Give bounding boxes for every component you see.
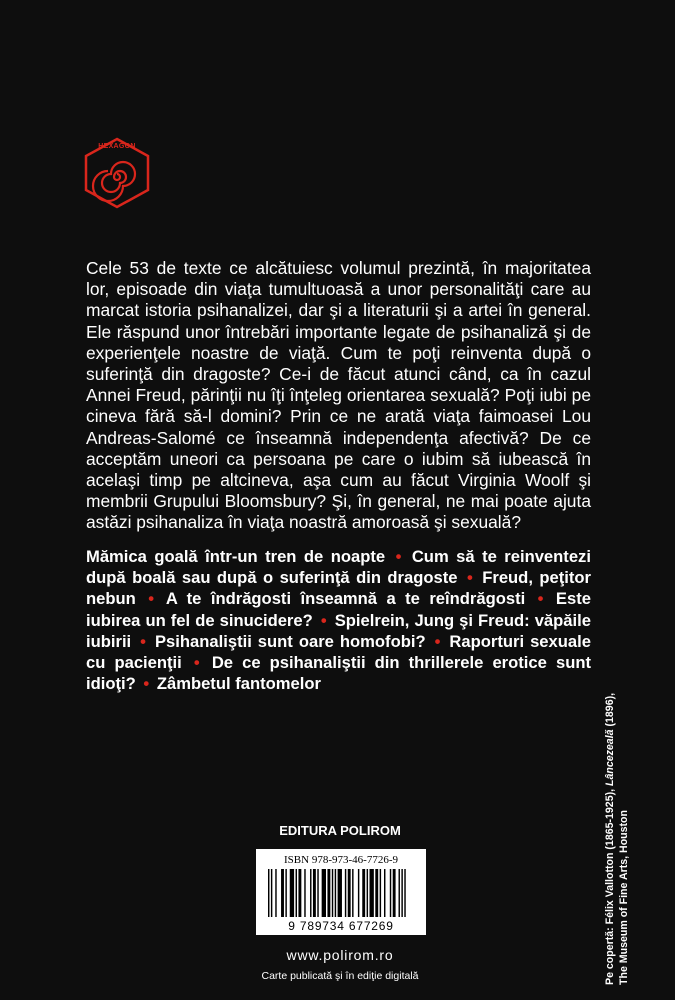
contents-list <box>86 546 591 694</box>
bullet-separator: • <box>148 589 155 609</box>
website-link[interactable]: www.polirom.ro <box>286 947 394 963</box>
barcode-digits: 9 789734 677269 <box>288 919 394 933</box>
credit-prefix: Pe copertă: Félix Vallotton (1865-1925), <box>604 786 616 985</box>
contents-item: Este iubirea un fel de sinucidere? <box>86 589 591 630</box>
contents-item: Raporturi sexuale cu pacienţii <box>86 631 591 673</box>
isbn-text: ISBN 978-973-46-7726-9 <box>284 854 398 866</box>
bullet-separator: • <box>140 631 146 651</box>
publisher-name: EDITURA POLIROM <box>279 823 401 838</box>
contents-item: Psihanaliştii sunt oare homofobi? <box>154 631 426 651</box>
credit-suffix: (1896), <box>604 692 616 730</box>
contents-item: Spielrein, Jung şi Freud: văpăile iubirii <box>86 610 591 651</box>
contents-item: Zâmbetul fantomelor <box>156 674 321 694</box>
description-text: Cele 53 de texte ce alcătuiesc volumul prezintă, în majoritatea lor, episoade din viaţa tumultuoasă a unor personalităţi care au marcat istoria psihanalizei, dar şi a literaturii şi a artei în general. Ele răspund unor întrebări importante legate de psihanaliză şi de experienţele noastre de viaţă. Cum te poţi reinventa după o suferinţă din dragoste? Ce-i de făcut atunci când, ca în cazul Annei Freud, părinţii nu îţi înţeleg orientarea sexuală? Poţi iubi pe cineva fără să-l domini? Prin ce ne arată viaţa faimoasei Lou Andreas-Salomé ce înseamnă independenţa afectivă? De ce acceptăm uneori ca persoana pe care o iubim să iubească în acelaşi timp pe altcineva, aşa cum au făcut Virginia Woolf şi membrii Grupului Bloomsbury? Şi, în general, ne mai poate ajuta astăzi psihanaliza în viaţa noastră amoroasă şi sexuală? <box>86 258 591 533</box>
bullet-separator: • <box>466 568 473 588</box>
book-description <box>86 258 591 534</box>
contents-item: A te îndrăgosti înseamnă a te reîndrăgosti <box>165 589 526 609</box>
bullet-separator: • <box>193 653 200 673</box>
publisher-logo <box>82 137 152 209</box>
bullet-separator: • <box>395 547 402 566</box>
contents-item: De ce psihanaliştii din thrillerele erotice sunt idioţi? <box>86 653 591 694</box>
bullet-separator: • <box>143 674 150 694</box>
contents-item: Freud, peţitor nebun <box>86 568 591 609</box>
bullet-separator: • <box>320 610 327 630</box>
barcode-bars <box>264 869 418 919</box>
digital-edition-note: Carte publicată şi în ediţie digitală <box>261 970 419 982</box>
logo-text: HEXAGON <box>98 143 136 150</box>
contents-item: Mămica goală într-un tren de noapte <box>86 547 386 566</box>
cover-credit-line1 <box>604 625 618 985</box>
cover-credit-line2: The Museum of Fine Arts, Houston <box>617 810 630 985</box>
bullet-separator: • <box>537 589 544 609</box>
cover-credit <box>604 625 631 985</box>
bullet-separator: • <box>434 631 441 651</box>
barcode <box>256 849 426 935</box>
credit-painting-title: Lâncezeală <box>604 729 616 786</box>
contents-item: Cum să te reinventezi după boală sau după o suferinţă din dragoste <box>86 547 591 588</box>
